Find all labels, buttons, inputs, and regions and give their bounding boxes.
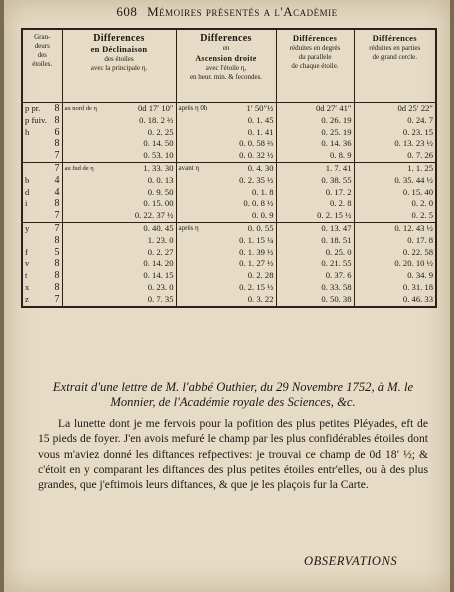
column-header-right-ascension: Differences en Ascension droite avec l'étoile η, en heur. min. & fecondes. [176, 29, 276, 103]
table-row [22, 127, 436, 139]
table-row [22, 258, 436, 270]
great-circle-cell: 0. 15. 40 [354, 187, 436, 199]
great-circle-cell: 0. 35. 44 ½ [354, 175, 436, 187]
great-circle-cell: 0. 17. 8 [354, 235, 436, 247]
ascension-cell: 0. 1. 15 ¼ [176, 235, 276, 247]
declination-cell: 1. 23. 0 [62, 235, 176, 247]
declination-cell: 0. 53. 10 [62, 150, 176, 162]
declination-cell: 0. 9. 50 [62, 187, 176, 199]
parallel-cell: 0. 8. 9 [276, 150, 354, 162]
parallel-cell: 0. 33. 58 [276, 282, 354, 294]
table-row [22, 222, 436, 234]
ascension-cell: 0. 2. 35 ½ [176, 175, 276, 187]
great-circle-cell: 0. 24. 7 [354, 115, 436, 127]
star-cell: 7 [22, 162, 62, 174]
great-circle-cell: 0. 22. 58 [354, 247, 436, 259]
declination-cell: au nord de η 0d 17′ 10″ [62, 103, 176, 115]
table-row [22, 270, 436, 282]
declination-cell: 0. 0. 13 [62, 175, 176, 187]
great-circle-cell: 0. 2. 0 [354, 198, 436, 210]
parallel-cell: 0. 38. 55 [276, 175, 354, 187]
table-row [22, 103, 436, 115]
page-number: 608 [116, 4, 138, 19]
letter-extract [38, 380, 428, 492]
great-circle-cell: 0. 2. 5 [354, 210, 436, 222]
extract-heading: Extrait d'une lettre de M. l'abbé Outhier, du 29 Novembre 1752, à M. le Monnier, de l'Académie royale des Sciences, &c. [52, 380, 414, 409]
great-circle-cell: 0. 23. 15 [354, 127, 436, 139]
parallel-cell: 0. 50. 38 [276, 294, 354, 307]
great-circle-cell: 0. 34. 9 [354, 270, 436, 282]
parallel-cell: 0. 18. 51 [276, 235, 354, 247]
ascension-cell: 0. 1. 8 [176, 187, 276, 199]
document-page [4, 0, 450, 592]
star-cell: p fuiv. 8 [22, 115, 62, 127]
declination-cell: 0. 14. 20 [62, 258, 176, 270]
declination-cell: 0. 18. 2 ⅔ [62, 115, 176, 127]
ascension-cell: 0. 2. 28 [176, 270, 276, 282]
ascension-cell: avant η 0. 4. 30 [176, 162, 276, 174]
declination-cell: 0. 23. 0 [62, 282, 176, 294]
declination-cell: au fud de η 1. 33. 30 [62, 162, 176, 174]
declination-cell: 0. 15. 00 [62, 198, 176, 210]
ascension-cell: 0. 2. 15 ½ [176, 282, 276, 294]
star-cell: i 8 [22, 198, 62, 210]
ascension-cell: 0. 0. 8 ½ [176, 198, 276, 210]
parallel-cell: 0d 27′ 41″ [276, 103, 354, 115]
letter-body: La lunette dont je me fervois pour la pofition des plus petites Pléyades, eft de 15 pieds de foyer. J'en avois mefuré le champ par les plus confidérables étoiles dont vous m'aviez donné les diftances refpectives: je trouvai ce champ de 0d 18′ ½; & c'étoit en y comparant les diftances des plus petites étoiles entr'elles, ou à des plus grandes, que j'eftimois leurs diftances, & que je les plaçois fur la Carte. [38, 417, 428, 492]
parallel-cell: 0. 14. 36 [276, 138, 354, 150]
star-cell: 8 [22, 235, 62, 247]
declination-cell: 0. 22. 37 ½ [62, 210, 176, 222]
table-row [22, 138, 436, 150]
parallel-cell: 0. 2. 15 ½ [276, 210, 354, 222]
ascension-cell: 0. 1. 45 [176, 115, 276, 127]
great-circle-cell: 0d 25′ 22″ [354, 103, 436, 115]
table-row [22, 175, 436, 187]
declination-cell: 0. 14. 15 [62, 270, 176, 282]
declination-cell: 0. 2. 27 [62, 247, 176, 259]
ascension-cell: 0. 0. 32 ½ [176, 150, 276, 162]
star-cell: d 4 [22, 187, 62, 199]
ascension-cell: 0. 1. 41 [176, 127, 276, 139]
column-header-parallel: Différences réduites en degrés du parallele de chaque étoile. [276, 29, 354, 103]
great-circle-cell: 0. 31. 18 [354, 282, 436, 294]
page-header [4, 4, 450, 20]
declination-cell: 0. 7. 35 [62, 294, 176, 307]
ascension-cell: après η 0. 0. 55 [176, 222, 276, 234]
table-row [22, 294, 436, 307]
column-header-great-circle: Différences réduites en parties de grand cercle. [354, 29, 436, 103]
great-circle-cell: 0. 12. 43 ½ [354, 222, 436, 234]
declination-cell: 0. 14. 50 [62, 138, 176, 150]
table-row [22, 150, 436, 162]
great-circle-cell: 0. 46. 33 [354, 294, 436, 307]
table-row [22, 187, 436, 199]
star-cell: h 6 [22, 127, 62, 139]
parallel-cell: 0. 17. 2 [276, 187, 354, 199]
ascension-cell: 0. 0. 58 ⅔ [176, 138, 276, 150]
parallel-cell: 1. 7. 41 [276, 162, 354, 174]
parallel-cell: 0. 26. 19 [276, 115, 354, 127]
ascension-cell: 0. 0. 9 [176, 210, 276, 222]
table-row [22, 210, 436, 222]
star-cell: f 5 [22, 247, 62, 259]
star-cell: y 7 [22, 222, 62, 234]
parallel-cell: 0. 25. 0 [276, 247, 354, 259]
ascension-cell: 0. 1. 27 ½ [176, 258, 276, 270]
ascension-cell: après η 0h 1′ 50″½ [176, 103, 276, 115]
star-cell: b 4 [22, 175, 62, 187]
declination-cell: 0. 2. 25 [62, 127, 176, 139]
great-circle-cell: 0. 13. 23 ½ [354, 138, 436, 150]
star-cell: 8 [22, 138, 62, 150]
great-circle-cell: 0. 7. 26 [354, 150, 436, 162]
star-cell: 7 [22, 210, 62, 222]
star-cell: p pr. 8 [22, 103, 62, 115]
ascension-cell: 0. 3. 22 [176, 294, 276, 307]
star-cell: x 8 [22, 282, 62, 294]
ascension-cell: 0. 1. 39 ½ [176, 247, 276, 259]
running-title: Mémoires présentés a l'Académie [147, 4, 338, 19]
parallel-cell: 0. 2. 8 [276, 198, 354, 210]
table-row [22, 198, 436, 210]
parallel-cell: 0. 21. 55 [276, 258, 354, 270]
star-cell: v 8 [22, 258, 62, 270]
column-header-declination: Differences en Déclinaison des étoiles avec la principale η. [62, 29, 176, 103]
star-cell: z 7 [22, 294, 62, 307]
great-circle-cell: 1. 1. 25 [354, 162, 436, 174]
great-circle-cell: 0. 20. 10 ½ [354, 258, 436, 270]
table-row [22, 162, 436, 174]
column-header-magnitude: Gran- deurs des étoiles. [22, 29, 62, 103]
table-row [22, 282, 436, 294]
table-row [22, 115, 436, 127]
table-row [22, 247, 436, 259]
parallel-cell: 0. 13. 47 [276, 222, 354, 234]
observations-heading: OBSERVATIONS [304, 554, 398, 568]
parallel-cell: 0. 25. 19 [276, 127, 354, 139]
star-differences-table [21, 28, 437, 308]
star-cell: 7 [22, 150, 62, 162]
parallel-cell: 0. 37. 6 [276, 270, 354, 282]
star-cell: t 8 [22, 270, 62, 282]
declination-cell: 0. 40. 45 [62, 222, 176, 234]
table-row [22, 235, 436, 247]
